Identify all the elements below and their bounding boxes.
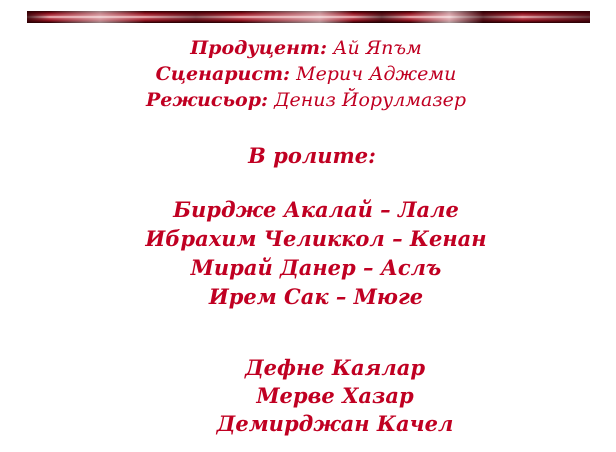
credits-block [0,35,614,113]
cast-line: Мирай Данер – Аслъ [190,255,442,280]
credit-label: Продуцент: [190,37,328,59]
credit-line [0,35,614,61]
credit-line [0,87,614,113]
cast-line: Ирем Сак – Мюге [208,284,424,309]
credit-label: Режисьор: [145,89,269,111]
credit-line [0,61,614,87]
credit-value: Мерич Аджеми [296,63,457,85]
additional-cast-line: Дефне Каялар [244,355,426,380]
red-gradient-divider [27,11,590,23]
additional-cast-line: Демирджан Качел [216,411,454,436]
cast-heading: В ролите: [248,143,376,168]
credit-label: Сценарист: [155,63,291,85]
additional-cast-block [27,354,616,438]
cast-line: Бирдже Акалай – Лале [173,197,459,222]
cast-line: Ибрахим Челиккол – Кенан [145,226,487,251]
credit-value: Дениз Йорулмазер [274,89,467,111]
credit-value: Ай Япъм [333,37,422,59]
additional-cast-line: Мерве Хазар [256,383,414,408]
cast-block [8,195,616,311]
